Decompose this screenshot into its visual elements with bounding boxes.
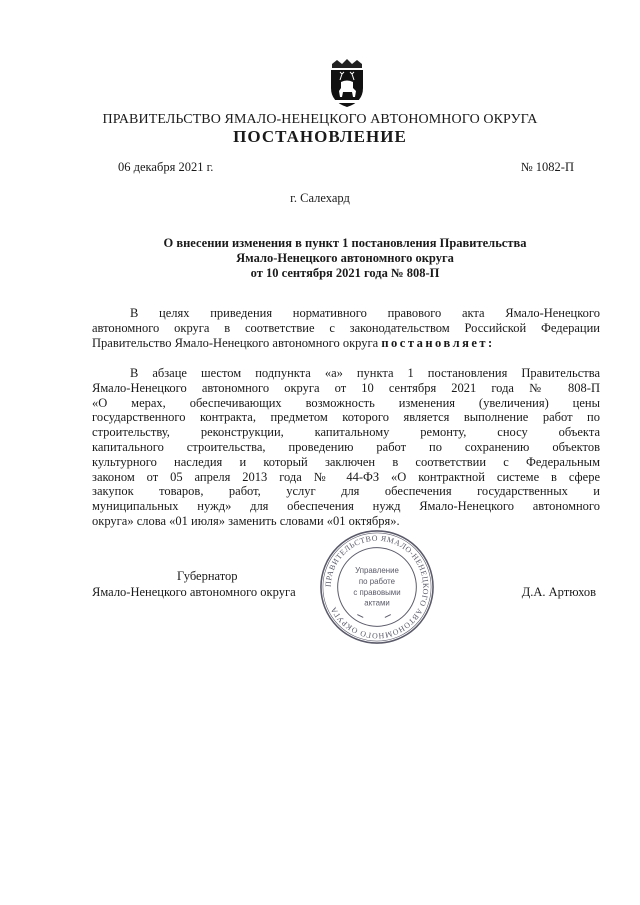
subject-line: Ямало-Ненецкого автономного округа	[236, 251, 454, 265]
paragraph-line: культурного наследия и который заключен в соответствии с Федеральным	[92, 454, 600, 469]
official-stamp	[318, 528, 436, 646]
coat-of-arms-emblem	[328, 58, 366, 108]
paragraph-line	[92, 336, 600, 351]
stamp-ring-text: ПРАВИТЕЛЬСТВО ЯМАЛО-НЕНЕЦКОГО АВТОНОМНОГО ОКРУГА	[323, 533, 431, 641]
paragraph-line: округа» слова «01 июля» заменить словами «01 октября».	[92, 513, 400, 528]
stamp-center-line: актами	[364, 598, 390, 608]
signatory-organization: Ямало-Ненецкого автономного округа	[92, 585, 296, 599]
paragraph-line: муниципальных нужд» для обеспечения нужд Ямало-Ненецкого автономного	[92, 499, 600, 514]
paragraph-line: «О мерах, обеспечивающих возможность изменения (увеличения) цены	[92, 395, 600, 410]
subject-line: от 10 сентября 2021 года № 808-П	[250, 266, 440, 280]
stamp-center-line: с правовыми	[353, 587, 401, 597]
preamble-paragraph	[92, 306, 600, 350]
paragraph-text: Правительство Ямало-Ненецкого автономного округа	[92, 335, 379, 350]
paragraph-line: Ямало-Ненецкого автономного округа от 10 сентября 2021 года № 808-П	[92, 380, 600, 395]
document-date: 06 декабря 2021 г.	[118, 160, 214, 174]
signatory-name: Д.А. Артюхов	[521, 585, 596, 599]
document-city: г. Салехард	[290, 191, 350, 205]
government-title: ПРАВИТЕЛЬСТВО ЯМАЛО-НЕНЕЦКОГО АВТОНОМНОГО ОКРУГА	[102, 112, 538, 127]
paragraph-line: законом от 05 апреля 2013 года № 44-ФЗ «О контрактной системе в сфере	[92, 469, 600, 484]
paragraph-line: закупок товаров, работ, услуг для обеспечения государственных и	[92, 484, 600, 499]
paragraph-line: В абзаце шестом подпункта «а» пункта 1 постановления Правительства	[130, 366, 600, 380]
stamp-center-line: по работе	[358, 577, 396, 587]
resolves-keyword: постановляет:	[381, 335, 495, 350]
paragraph-line: строительству, реконструкции, капитальному ремонту, сносу объекта	[92, 425, 600, 440]
stamp-star-marks	[357, 615, 390, 618]
paragraph-line: В целях приведения нормативного правового акта Ямало-Ненецкого	[130, 306, 600, 320]
signatory-title: Губернатор	[177, 569, 238, 583]
document-number: № 1082-П	[520, 160, 574, 174]
stamp-center-line: Управление	[355, 566, 399, 576]
document-subject	[90, 236, 600, 281]
operative-paragraph	[92, 366, 600, 529]
document-type-title: ПОСТАНОВЛЕНИЕ	[233, 127, 407, 146]
paragraph-line: капитального строительства, проведению работ по сохранению объектов	[92, 439, 600, 454]
subject-line: О внесении изменения в пункт 1 постановления Правительства	[163, 236, 527, 250]
paragraph-line: государственного контракта, предметом которого является выполнение работ по	[92, 410, 600, 425]
paragraph-line: автономного округа в соответствие с законодательством Российской Федерации	[92, 320, 600, 335]
